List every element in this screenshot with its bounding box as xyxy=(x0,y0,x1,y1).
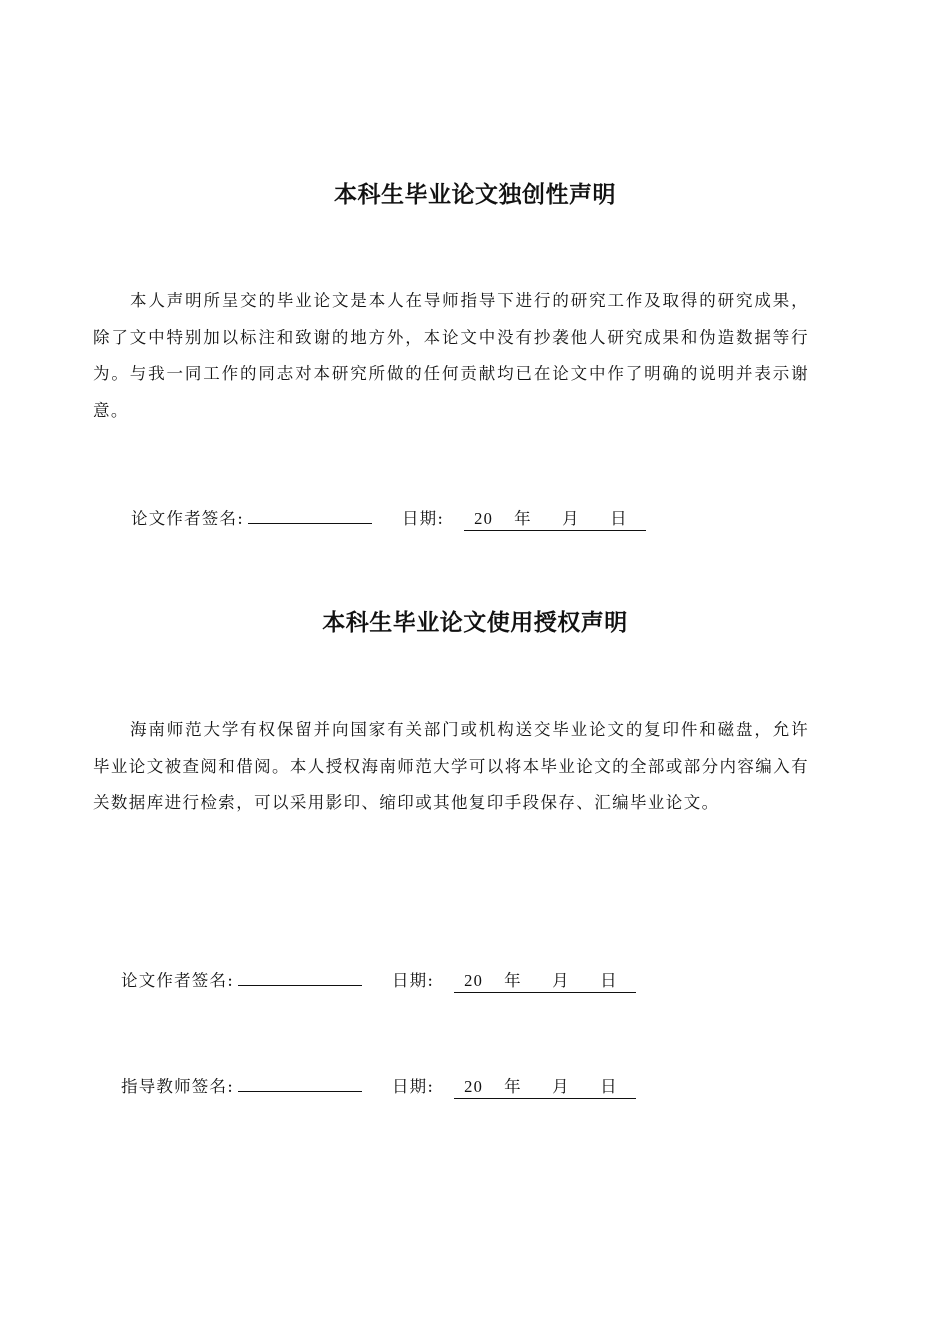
date-month-unit: 月 xyxy=(552,1077,570,1096)
date-day-unit: 日 xyxy=(600,1077,618,1096)
authorization-author-signature-row xyxy=(121,967,636,991)
date-year: 20 xyxy=(464,1077,484,1096)
date-label: 日期: xyxy=(391,1077,435,1096)
author-signature-field[interactable] xyxy=(248,505,372,524)
author-signature-field[interactable] xyxy=(238,967,362,986)
authorization-title: 本科生毕业论文使用授权声明 xyxy=(322,610,628,636)
advisor-signature-field[interactable] xyxy=(238,1073,362,1092)
authorization-advisor-signature-row xyxy=(121,1073,636,1097)
date-field[interactable] xyxy=(454,970,636,993)
date-label: 日期: xyxy=(391,971,435,990)
author-signature-label: 论文作者签名: xyxy=(121,971,234,990)
declaration-title: 本科生毕业论文独创性声明 xyxy=(334,182,616,208)
declaration-signature-row xyxy=(131,505,646,529)
advisor-signature-label: 指导教师签名: xyxy=(121,1077,234,1096)
date-year: 20 xyxy=(464,971,484,990)
date-field[interactable] xyxy=(454,1076,636,1099)
date-label: 日期: xyxy=(401,509,445,528)
date-day-unit: 日 xyxy=(600,971,618,990)
author-signature-label: 论文作者签名: xyxy=(131,509,244,528)
authorization-body: 海南师范大学有权保留并向国家有关部门或机构送交毕业论文的复印件和磁盘，允许毕业论文被查阅和借阅。本人授权海南师范大学可以将本毕业论文的全部或部分内容编入有关数据库进行检索，可以采用影印、缩印或其他复印手段保存、汇编毕业论文。 xyxy=(93,720,809,812)
date-month-unit: 月 xyxy=(562,509,580,528)
date-year-unit: 年 xyxy=(514,509,532,528)
date-day-unit: 日 xyxy=(610,509,628,528)
date-field[interactable] xyxy=(464,508,646,531)
date-year-unit: 年 xyxy=(504,1077,522,1096)
date-month-unit: 月 xyxy=(552,971,570,990)
date-year: 20 xyxy=(474,509,494,528)
date-year-unit: 年 xyxy=(504,971,522,990)
declaration-body: 本人声明所呈交的毕业论文是本人在导师指导下进行的研究工作及取得的研究成果，除了文中特别加以标注和致谢的地方外，本论文中没有抄袭他人研究成果和伪造数据等行为。与我一同工作的同志对本研究所做的任何贡献均已在论文中作了明确的说明并表示谢意。 xyxy=(93,291,809,420)
